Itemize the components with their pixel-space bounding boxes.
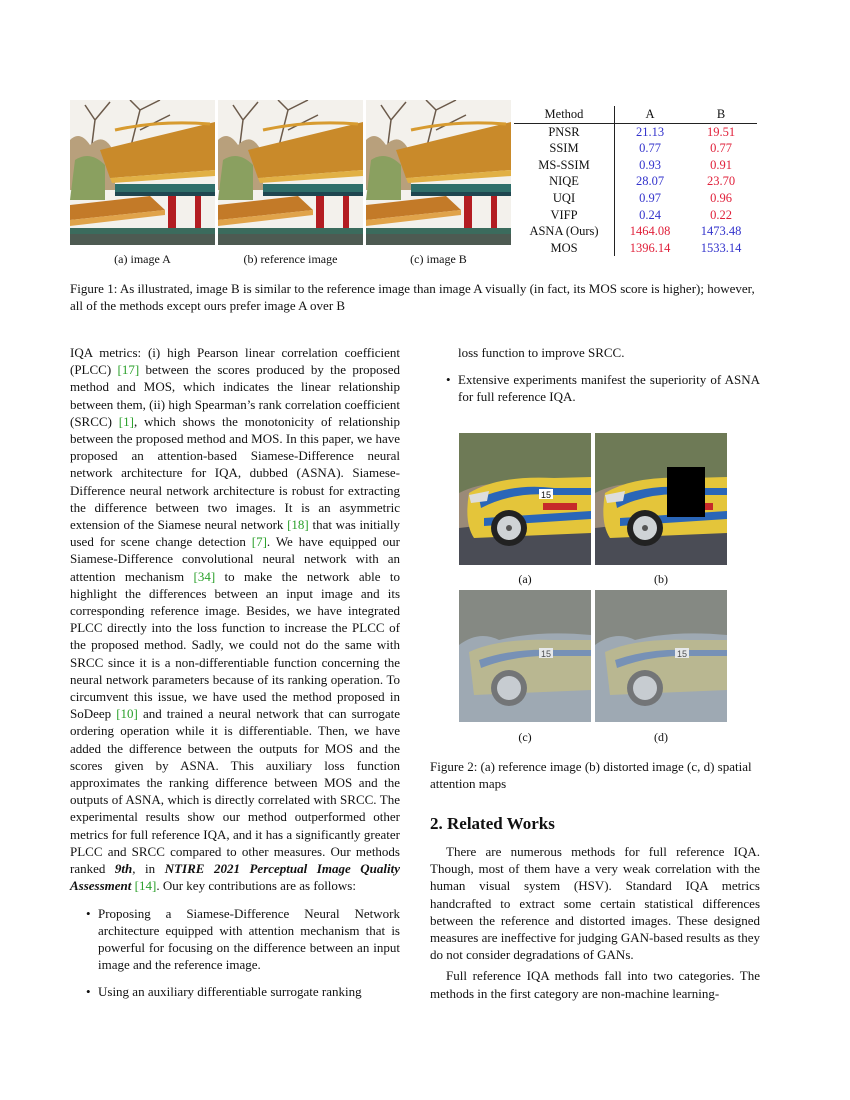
table-cell-method: ASNA (Ours) <box>514 223 615 240</box>
table-cell-a: 28.07 <box>635 174 665 189</box>
venue-text: NTIRE 2021 Perceptual Image Quality Assessment <box>70 861 400 894</box>
table-cell-b: 1473.48 <box>700 224 742 239</box>
list-item: • Extensive experiments manifest the superiority of ASNA for full reference IQA. <box>446 372 760 405</box>
citation[interactable]: [14] <box>134 878 157 894</box>
citation[interactable]: [34] <box>193 568 216 584</box>
figure1-image-b <box>366 100 511 245</box>
table-row <box>514 123 757 140</box>
occlusion-block <box>667 467 705 517</box>
table-row <box>514 157 757 174</box>
figure2-label-c: (c) <box>518 730 532 744</box>
table-cell-a: 1396.14 <box>629 240 671 255</box>
continuation-text: loss function to improve SRCC. <box>458 345 625 360</box>
figure2-label-b: (b) <box>654 572 668 586</box>
table-cell-b: 0.91 <box>710 157 732 172</box>
figure2-image-c <box>459 590 591 722</box>
table-row <box>514 173 757 190</box>
figure1-caption-a: (a) image A <box>114 252 171 266</box>
table-header-method: Method <box>514 106 615 123</box>
related-works-body <box>430 843 760 1002</box>
left-column <box>70 344 400 1001</box>
table-cell-method: UQI <box>514 190 615 207</box>
figure1-image-a <box>70 100 215 245</box>
table-row <box>514 207 757 224</box>
table-cell-b: 23.70 <box>706 174 736 189</box>
figure1-caption-reference: (b) reference image <box>243 252 338 266</box>
citation[interactable]: [17] <box>117 362 140 378</box>
related-works-paragraph-1: There are numerous methods for full reference IQA. Though, most of them have a very weak correlation with the human visual system (HSV). Standard IQA metrics handcrafted to extract some certain statistical differences between the reference and distorted images. These designed measures are ineffective for judging GAN-based results as they do not consider degradations of GANs. <box>430 844 760 963</box>
table-cell-method: VIFP <box>514 207 615 224</box>
related-works-paragraph-2: Full reference IQA methods fall into two categories. The methods in the first category are non-machine learning- <box>430 968 760 1001</box>
results-table <box>514 106 757 256</box>
table-row <box>514 240 757 257</box>
table-cell-b: 0.96 <box>710 190 732 205</box>
table-header-row <box>514 106 757 123</box>
contribution-list-cont <box>430 371 760 405</box>
figure2-image-b <box>595 433 727 565</box>
figure2-label-a: (a) <box>518 572 532 586</box>
table-cell-a: 0.24 <box>639 207 661 222</box>
list-item: • Proposing a Siamese-Difference Neural Network architecture equipped with attention mechanism that is powerful for focusing on the difference between an input image and the reference image. <box>86 905 400 973</box>
table-row <box>514 140 757 157</box>
figure2-label-d: (d) <box>654 730 668 744</box>
section-title: 2. Related Works <box>430 814 555 833</box>
table-header-b: B <box>685 106 757 123</box>
figure2-caption: Figure 2: (a) reference image (b) distorted image (c, d) spatial attention maps <box>430 759 752 792</box>
table-cell-a: 0.97 <box>639 190 661 205</box>
citation[interactable]: [18] <box>287 517 309 533</box>
table-row <box>514 190 757 207</box>
table-cell-a: 21.13 <box>635 124 665 139</box>
table-cell-a: 0.77 <box>639 141 661 156</box>
table-cell-method: NIQE <box>514 173 615 190</box>
table-cell-a: 1464.08 <box>629 224 671 239</box>
citation[interactable]: [7] <box>251 534 267 550</box>
table-cell-b: 19.51 <box>706 124 736 139</box>
contribution-list <box>70 905 400 1001</box>
table-row <box>514 223 757 240</box>
figure2-image-d <box>595 590 727 722</box>
rank-text: 9th <box>114 861 133 877</box>
figure1-caption: Figure 1: As illustrated, image B is similar to the reference image than image A visually (in fact, its MOS score is higher); however, all of the methods except ours prefer image A over B <box>70 281 755 314</box>
table-cell-b: 0.77 <box>710 141 732 156</box>
list-item: • Using an auxiliary differentiable surrogate ranking <box>86 984 362 1000</box>
table-cell-b: 1533.14 <box>700 240 742 255</box>
figure1-image-reference <box>218 100 363 245</box>
right-column-top <box>430 344 760 406</box>
table-cell-b: 0.22 <box>710 207 732 222</box>
figure1-caption-b: (c) image B <box>410 252 467 266</box>
table-cell-a: 0.93 <box>639 157 661 172</box>
table-header-a: A <box>615 106 686 123</box>
intro-paragraph: IQA metrics: (i) high Pearson linear correlation coefficient (PLCC) [17] between the scores produced by the proposed method and MOS, which indicates the linear relationship between them, (ii) high Spearman’s rank correlation coefficient (SRCC) [1], which shows the monotonicity of relationship between the proposed method and MOS. In this paper, we have proposed an attention-based Siamese-Difference neural network architecture for IQA, dubbed (ASNA). Siamese-Difference neural network architecture is robust for extracting the difference between two images. It is an asymmetric extension of the Siamese neural network [18] that was initially used for scene change detection [7]. We have equipped our Siamese-Difference convolutional neural network with an attention mechanism [34] to make the network able to highlight the differences between an input image and its corresponding reference image. Besides, we have integrated PLCC directly into the loss function to increase the PLCC of the proposed method. Sadly, we could not do the same with SRCC since it is a non-differentiable function concerning the neural network parameters because of its ranking operation. To circumvent this issue, we have used the method proposed in SoDeep [10] and trained a neural network that can surrogate ordering operation while it is differentiable. Then, we have added the difference between the outputs for MOS and the scores given by ASNA. This auxiliary loss function approximates the ranking difference between MOS and the outputs of ASNA, which is directly correlated with SRCC. The experimental results show our method outperformed other metrics for full reference IQA, and it has a significantly greater PLCC and SRCC compared to other measures. Our methods ranked 9th, in NTIRE 2021 Perceptual Image Quality Assessment [14]. Our key contributions are as follows: <box>70 345 401 894</box>
citation[interactable]: [1] <box>118 413 134 429</box>
table-cell-method: SSIM <box>514 140 615 157</box>
table-cell-method: PNSR <box>514 123 615 140</box>
figure2-image-a <box>459 433 591 565</box>
table-cell-method: MOS <box>514 240 615 257</box>
table-cell-method: MS-SSIM <box>514 157 615 174</box>
citation[interactable]: [10] <box>116 706 138 722</box>
